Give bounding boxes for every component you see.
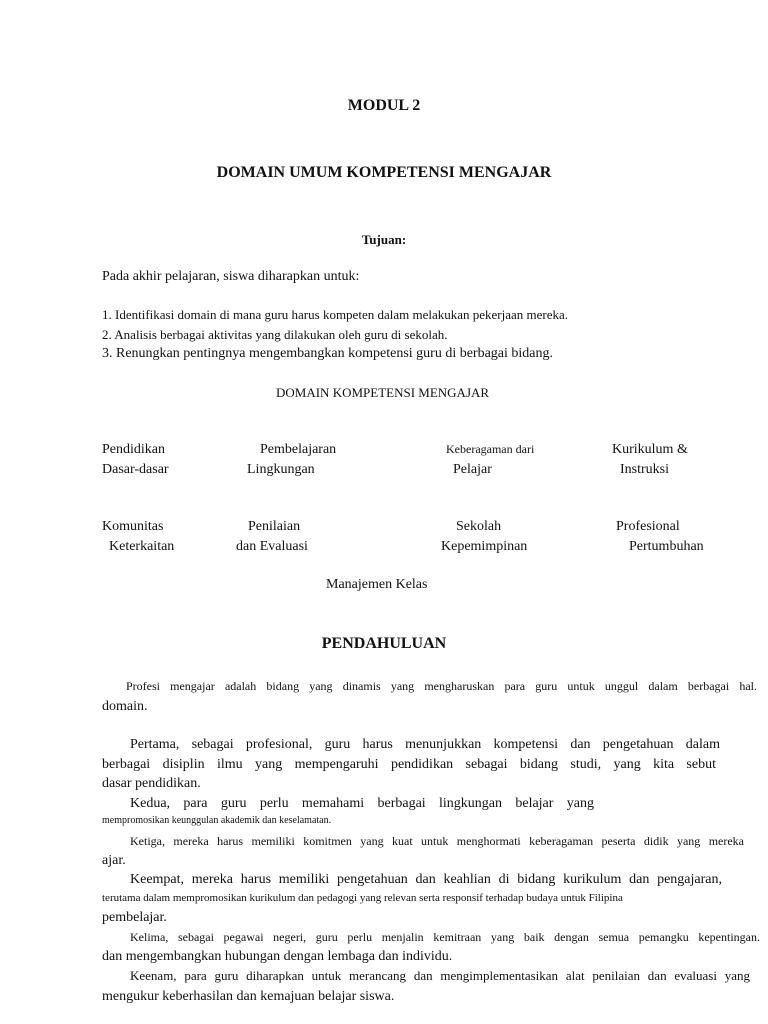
intro-line-1: Profesi mengajar adalah bidang yang dinamis yang mengharuskan para guru untuk unggul dalam berbagai hal.	[126, 679, 757, 693]
intro-line-2: domain.	[102, 699, 148, 714]
intro-line-9: ajar.	[102, 853, 126, 868]
intro-line-6: Kedua, para guru perlu memahami berbagai lingkungan belajar yang	[130, 796, 594, 811]
intro-line-3: Pertama, sebagai profesional, guru harus menunjukkan kompetensi dan pengetahuan dalam	[130, 737, 720, 752]
intro-line-10: Keempat, mereka harus memiliki pengetahuan dan keahlian di bidang kurikulum dan pengajaran,	[130, 872, 722, 887]
intro-line-12: pembelajar.	[102, 910, 167, 925]
intro-line-4: berbagai disiplin ilmu yang mempengaruhi pendidikan sebagai bidang studi, yang kita sebut	[102, 757, 716, 772]
domains-heading: DOMAIN KOMPETENSI MENGAJAR	[276, 385, 490, 400]
intro-line-14: dan mengembangkan hubungan dengan lembaga dan individu.	[102, 949, 453, 964]
objectives-intro: Pada akhir pelajaran, siswa diharapkan untuk:	[102, 269, 360, 284]
domain-4-line2: Instruksi	[620, 462, 669, 477]
domain-2-line1: Pembelajaran	[260, 442, 337, 457]
domain-5-line1: Komunitas	[102, 519, 164, 534]
intro-line-7: mempromosikan keunggulan akademik dan keselamatan.	[102, 815, 332, 826]
domain-9: Manajemen Kelas	[326, 577, 428, 592]
objective-item-3: 3. Renungkan pentingnya mengembangkan kompetensi guru di berbagai bidang.	[102, 346, 554, 361]
intro-line-11: terutama dalam mempromosikan kurikulum dan pedagogi yang relevan serta responsif terhadap budaya untuk Filipina	[102, 892, 623, 904]
intro-line-15: Keenam, para guru diharapkan untuk merancang dan mengimplementasikan alat penilaian dan evaluasi yang	[130, 968, 750, 983]
domain-3-line2: Pelajar	[453, 462, 492, 477]
domain-6-line2: dan Evaluasi	[236, 539, 308, 554]
domain-2-line2: Lingkungan	[247, 462, 315, 477]
domain-7-line1: Sekolah	[456, 519, 502, 534]
section-heading-introduction: PENDAHULUAN	[321, 635, 447, 652]
intro-line-13: Kelima, sebagai pegawai negeri, guru perlu menjalin kemitraan yang baik dengan semua pemangku kepentingan.	[130, 930, 760, 944]
objective-item-2: 2. Analisis berbagai aktivitas yang dilakukan oleh guru di sekolah.	[102, 327, 448, 342]
domain-5-line2: Keterkaitan	[109, 539, 175, 554]
module-title: DOMAIN UMUM KOMPETENSI MENGAJAR	[216, 164, 552, 181]
domain-6-line1: Penilaian	[248, 519, 301, 534]
domain-7-line2: Kepemimpinan	[441, 539, 528, 554]
domain-8-line1: Profesional	[616, 519, 680, 534]
intro-line-5: dasar pendidikan.	[102, 776, 201, 791]
module-number: MODUL 2	[347, 97, 421, 114]
objectives-heading: Tujuan:	[361, 232, 407, 247]
domain-3-line1: Keberagaman dari	[446, 442, 535, 456]
domain-8-line2: Pertumbuhan	[629, 539, 704, 554]
domain-1-line1: Pendidikan	[102, 442, 165, 457]
domain-1-line2: Dasar-dasar	[102, 462, 169, 477]
domain-4-line1: Kurikulum &	[612, 442, 688, 457]
intro-line-8: Ketiga, mereka harus memiliki komitmen yang kuat untuk menghormati keberagaman peserta didik yang mereka	[130, 834, 744, 848]
objective-item-1: 1. Identifikasi domain di mana guru harus kompeten dalam melakukan pekerjaan mereka.	[102, 307, 569, 322]
intro-line-16: mengukur keberhasilan dan kemajuan belajar siswa.	[102, 989, 395, 1004]
